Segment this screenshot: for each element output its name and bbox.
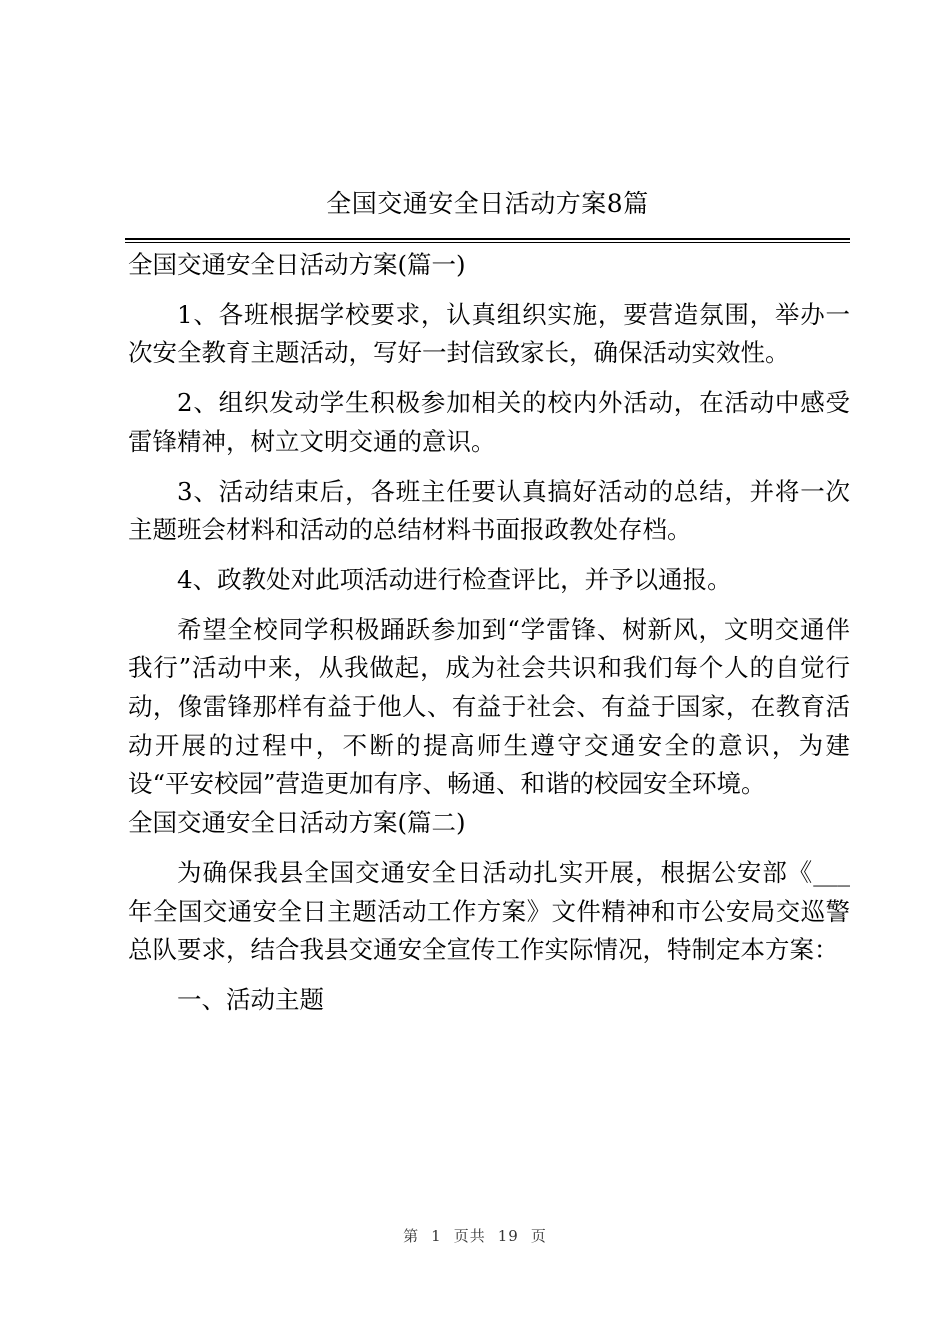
footer-prefix: 第 [403, 1227, 420, 1245]
paragraph: 一、活动主题 [177, 984, 324, 1014]
page-footer [0, 1226, 950, 1246]
document-body [128, 246, 850, 1020]
section-heading-1: 全国交通安全日活动方案(篇一) [128, 250, 466, 279]
section-heading-2: 全国交通安全日活动方案(篇二) [128, 808, 466, 838]
paragraph: 4、政教处对此项活动进行检查评比，并予以通报。 [177, 564, 732, 594]
title-divider-thick [125, 238, 850, 240]
footer-total-pages: 19 [497, 1227, 519, 1245]
paragraph: 1、各班根据学校要求，认真组织实施，要营造氛围，举办一次安全教育主题活动，写好一封信致家长，确保活动实效性。 [128, 299, 850, 368]
title-divider-thin [125, 242, 850, 243]
footer-current-page: 1 [431, 1227, 442, 1245]
paragraph: 2、组织发动学生积极参加相关的校内外活动，在活动中感受雷锋精神，树立文明交通的意识。 [128, 388, 850, 456]
paragraph: 为确保我县全国交通安全日活动扎实开展，根据公安部《___年全国交通安全日主题活动工作方案》文件精神和市公安局交巡警总队要求，结合我县交通安全宣传工作实际情况，特制定本方案： [128, 857, 850, 965]
paragraph: 希望全校同学积极踊跃参加到“学雷锋、树新风，文明交通伴我行”活动中来，从我做起，成为社会共识和我们每个人的自觉行动，像雷锋那样有益于他人、有益于社会、有益于国家，在教育活动开展的过程中，不断的提高师生遵守交通安全的意识，为建设“平安校园”营造更加有序、畅通、和谐的校园安全环境。 [128, 614, 850, 799]
footer-suffix: 页 [530, 1227, 547, 1245]
paragraph: 3、活动结束后，各班主任要认真搞好活动的总结，并将一次主题班会材料和活动的总结材料书面报政教处存档。 [128, 476, 850, 545]
document-title: 全国交通安全日活动方案8篇 [326, 189, 649, 218]
footer-middle: 页共 [453, 1227, 486, 1245]
